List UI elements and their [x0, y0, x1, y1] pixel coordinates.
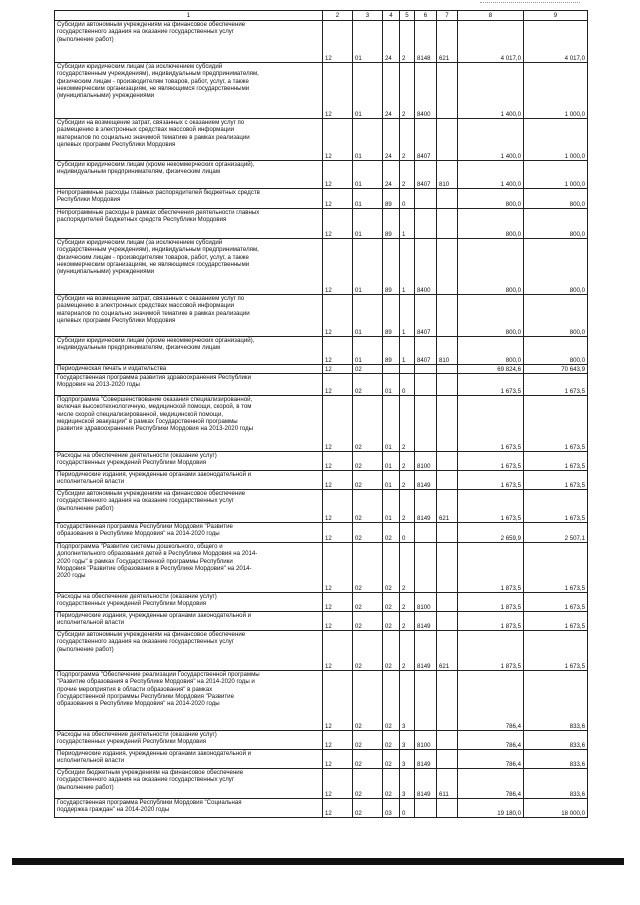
row-expense-type-code [437, 593, 458, 612]
row-program-code: 02 [383, 543, 400, 593]
row-description: Государственная программа Республики Мордовия "Развитие образования в Республике Мордовия" на 2014-2020 годы [55, 523, 323, 543]
row-direction-code: 8407 [415, 295, 437, 337]
row-amount-year-1: 1 400,0 [458, 63, 524, 119]
row-description: Периодические издания, учрежденные органами законодательной и исполнительной власти [55, 750, 323, 769]
row-subprogram-code: 0 [400, 523, 415, 543]
row-direction-code: 8149 [415, 750, 437, 769]
row-section-code: 02 [353, 671, 383, 731]
row-expense-type-code [437, 731, 458, 750]
row-ministry-code: 12 [323, 365, 353, 374]
row-program-code: 01 [383, 396, 400, 452]
row-ministry-code: 12 [323, 21, 353, 63]
row-description: Периодические издания, учрежденные органами законодательной и исполнительной власти [55, 471, 323, 490]
row-subprogram-code: 0 [400, 799, 415, 818]
row-program-code: 01 [383, 471, 400, 490]
column-header-3: 3 [353, 11, 383, 21]
row-subprogram-code: 3 [400, 769, 415, 799]
row-subprogram-code: 0 [400, 374, 415, 396]
row-ministry-code: 12 [323, 769, 353, 799]
row-expense-type-code: 810 [437, 161, 458, 189]
row-expense-type-code [437, 523, 458, 543]
row-amount-year-1: 1 400,0 [458, 161, 524, 189]
row-amount-year-2: 1 673,5 [524, 612, 588, 631]
row-program-code: 02 [383, 750, 400, 769]
column-header-1: 1 [55, 11, 323, 21]
row-description: Периодическая печать и издательства [55, 365, 323, 374]
row-expense-type-code: 621 [437, 21, 458, 63]
row-amount-year-2: 1 673,5 [524, 490, 588, 523]
row-program-code: 89 [383, 295, 400, 337]
row-expense-type-code [437, 119, 458, 161]
row-subprogram-code [400, 365, 415, 374]
row-description: Расходы на обеспечение деятельности (оказание услуг) государственных учреждений Республики Мордовия [55, 731, 323, 750]
row-expense-type-code [437, 671, 458, 731]
row-program-code: 02 [383, 731, 400, 750]
table-row [55, 671, 588, 731]
row-ministry-code: 12 [323, 593, 353, 612]
row-direction-code [415, 799, 437, 818]
row-ministry-code: 12 [323, 374, 353, 396]
row-section-code: 01 [353, 119, 383, 161]
row-direction-code: 8100 [415, 452, 437, 471]
row-ministry-code: 12 [323, 471, 353, 490]
row-section-code: 02 [353, 631, 383, 671]
row-amount-year-1: 1 673,5 [458, 452, 524, 471]
row-program-code: 01 [383, 452, 400, 471]
table-row [55, 374, 588, 396]
row-amount-year-2: 833,6 [524, 750, 588, 769]
row-section-code: 02 [353, 452, 383, 471]
row-expense-type-code: 611 [437, 769, 458, 799]
row-subprogram-code: 2 [400, 119, 415, 161]
row-description: Субсидии юридическим лицам (кроме некоммерческих организаций), индивидуальным предпринимателям, физическим лицам [55, 337, 323, 365]
row-direction-code: 8100 [415, 593, 437, 612]
row-direction-code: 8407 [415, 337, 437, 365]
column-header-4: 4 [383, 11, 400, 21]
table-row [55, 523, 588, 543]
row-ministry-code: 12 [323, 731, 353, 750]
row-ministry-code: 12 [323, 63, 353, 119]
row-section-code: 01 [353, 209, 383, 239]
row-ministry-code: 12 [323, 295, 353, 337]
row-subprogram-code: 3 [400, 750, 415, 769]
row-subprogram-code: 2 [400, 452, 415, 471]
row-description: Субсидии юридическим лицам (кроме некоммерческих организаций), индивидуальным предпринимателям, физическим лицам [55, 161, 323, 189]
table-row [55, 189, 588, 209]
row-ministry-code: 12 [323, 119, 353, 161]
row-section-code: 01 [353, 337, 383, 365]
row-expense-type-code [437, 750, 458, 769]
budget-table [54, 10, 588, 818]
row-direction-code: 8149 [415, 490, 437, 523]
row-amount-year-1: 800,0 [458, 189, 524, 209]
row-subprogram-code: 1 [400, 209, 415, 239]
row-amount-year-1: 786,4 [458, 731, 524, 750]
row-amount-year-1: 4 017,0 [458, 21, 524, 63]
table-row [55, 490, 588, 523]
row-section-code: 01 [353, 189, 383, 209]
row-ministry-code: 12 [323, 612, 353, 631]
row-ministry-code: 12 [323, 209, 353, 239]
row-expense-type-code [437, 471, 458, 490]
row-amount-year-2: 833,6 [524, 731, 588, 750]
column-header-6: 6 [415, 11, 437, 21]
row-ministry-code: 12 [323, 671, 353, 731]
row-direction-code: 8149 [415, 631, 437, 671]
row-direction-code: 8400 [415, 63, 437, 119]
row-section-code: 02 [353, 396, 383, 452]
row-subprogram-code: 2 [400, 490, 415, 523]
row-direction-code: 8149 [415, 471, 437, 490]
table-row [55, 119, 588, 161]
row-subprogram-code: 2 [400, 63, 415, 119]
row-amount-year-1: 1 673,5 [458, 374, 524, 396]
row-program-code: 02 [383, 612, 400, 631]
table-row [55, 365, 588, 374]
row-section-code: 02 [353, 750, 383, 769]
row-section-code: 02 [353, 769, 383, 799]
row-description: Подпрограмма "Совершенствование оказания специализированной, включая высокотехнологичную, медицинской помощи, скорой, в том числе скорой специализированной, медицинской помощи, медицинской эвакуации" в рамках Государственной программы развития здравоохранения Республики Мордовия на 2013-2020 годы [55, 396, 323, 452]
row-description: Субсидии автономным учреждениям на финансовое обеспечение государственного задания на оказание государственных услуг (выполнение работ) [55, 21, 323, 63]
row-subprogram-code: 2 [400, 21, 415, 63]
row-direction-code: 8149 [415, 769, 437, 799]
row-amount-year-1: 800,0 [458, 337, 524, 365]
top-margin-marks [480, 2, 580, 4]
row-expense-type-code [437, 543, 458, 593]
row-subprogram-code: 2 [400, 612, 415, 631]
row-ministry-code: 12 [323, 337, 353, 365]
page-bottom-rule [12, 858, 624, 865]
row-expense-type-code: 621 [437, 490, 458, 523]
row-amount-year-1: 786,4 [458, 671, 524, 731]
row-description: Субсидии автономным учреждениям на финансовое обеспечение государственного задания на оказание государственных услуг (выполнение работ) [55, 631, 323, 671]
row-amount-year-1: 800,0 [458, 295, 524, 337]
row-section-code: 02 [353, 365, 383, 374]
row-amount-year-2: 800,0 [524, 239, 588, 295]
row-ministry-code: 12 [323, 161, 353, 189]
row-section-code: 01 [353, 63, 383, 119]
row-amount-year-2: 4 017,0 [524, 21, 588, 63]
row-direction-code: 8407 [415, 161, 437, 189]
row-amount-year-2: 1 673,5 [524, 396, 588, 452]
row-amount-year-2: 833,6 [524, 769, 588, 799]
row-direction-code [415, 396, 437, 452]
row-program-code: 24 [383, 21, 400, 63]
row-amount-year-2: 1 673,5 [524, 471, 588, 490]
row-expense-type-code [437, 239, 458, 295]
column-header-9: 9 [524, 11, 588, 21]
row-amount-year-1: 1 873,5 [458, 612, 524, 631]
table-row [55, 209, 588, 239]
row-amount-year-2: 1 673,5 [524, 593, 588, 612]
table-row [55, 21, 588, 63]
row-amount-year-2: 2 507,1 [524, 523, 588, 543]
row-section-code: 02 [353, 799, 383, 818]
row-subprogram-code: 1 [400, 239, 415, 295]
row-expense-type-code: 810 [437, 337, 458, 365]
row-program-code: 24 [383, 119, 400, 161]
row-expense-type-code [437, 209, 458, 239]
row-program-code: 24 [383, 161, 400, 189]
row-program-code: 89 [383, 209, 400, 239]
row-direction-code [415, 543, 437, 593]
row-subprogram-code: 2 [400, 631, 415, 671]
row-direction-code [415, 374, 437, 396]
row-description: Периодические издания, учрежденные органами законодательной и исполнительной власти [55, 612, 323, 631]
row-program-code: 02 [383, 671, 400, 731]
row-subprogram-code: 1 [400, 337, 415, 365]
row-program-code: 02 [383, 523, 400, 543]
table-row [55, 593, 588, 612]
row-direction-code: 8407 [415, 119, 437, 161]
table-row [55, 452, 588, 471]
column-header-5: 5 [400, 11, 415, 21]
row-amount-year-2: 1 000,0 [524, 63, 588, 119]
row-ministry-code: 12 [323, 750, 353, 769]
row-section-code: 02 [353, 374, 383, 396]
row-amount-year-1: 2 659,9 [458, 523, 524, 543]
row-expense-type-code [437, 396, 458, 452]
row-section-code: 01 [353, 295, 383, 337]
row-subprogram-code: 2 [400, 593, 415, 612]
row-ministry-code: 12 [323, 799, 353, 818]
row-amount-year-2: 800,0 [524, 209, 588, 239]
table-row [55, 750, 588, 769]
row-amount-year-2: 833,6 [524, 671, 588, 731]
table-row [55, 239, 588, 295]
row-expense-type-code [437, 189, 458, 209]
row-direction-code [415, 365, 437, 374]
row-program-code: 24 [383, 63, 400, 119]
row-amount-year-1: 786,4 [458, 750, 524, 769]
table-row [55, 631, 588, 671]
row-ministry-code: 12 [323, 239, 353, 295]
row-program-code: 89 [383, 189, 400, 209]
row-section-code: 02 [353, 490, 383, 523]
row-amount-year-1: 69 824,6 [458, 365, 524, 374]
column-header-8: 8 [458, 11, 524, 21]
row-amount-year-2: 1 000,0 [524, 119, 588, 161]
row-section-code: 01 [353, 161, 383, 189]
row-expense-type-code: 621 [437, 631, 458, 671]
row-expense-type-code [437, 799, 458, 818]
row-ministry-code: 12 [323, 490, 353, 523]
row-expense-type-code [437, 63, 458, 119]
column-header-7: 7 [437, 11, 458, 21]
table-row [55, 543, 588, 593]
row-expense-type-code [437, 452, 458, 471]
row-amount-year-2: 1 673,5 [524, 374, 588, 396]
row-section-code: 02 [353, 612, 383, 631]
row-description: Непрограммные расходы в рамках обеспечения деятельности главных распорядителей бюджетных средств Республики Мордовия [55, 209, 323, 239]
row-amount-year-1: 1 873,5 [458, 593, 524, 612]
row-amount-year-2: 70 643,9 [524, 365, 588, 374]
row-description: Расходы на обеспечение деятельности (оказание услуг) государственных учреждений Республики Мордовия [55, 593, 323, 612]
row-section-code: 01 [353, 21, 383, 63]
row-amount-year-2: 800,0 [524, 295, 588, 337]
row-amount-year-2: 1 673,5 [524, 543, 588, 593]
row-description: Расходы на обеспечение деятельности (оказание услуг) государственных учреждений Республики Мордовия [55, 452, 323, 471]
row-description: Субсидии автономным учреждениям на финансовое обеспечение государственного задания на оказание государственных услуг (выполнение работ) [55, 490, 323, 523]
row-amount-year-1: 786,4 [458, 769, 524, 799]
row-ministry-code: 12 [323, 189, 353, 209]
row-ministry-code: 12 [323, 543, 353, 593]
row-section-code: 02 [353, 593, 383, 612]
row-amount-year-2: 1 000,0 [524, 161, 588, 189]
row-description: Государственная программа развития здравоохранения Республики Мордовия на 2013-2020 годы [55, 374, 323, 396]
row-description: Государственная программа Республики Мордовия "Социальная поддержка граждан" на 2014-2020 годы [55, 799, 323, 818]
row-amount-year-1: 800,0 [458, 239, 524, 295]
row-description: Непрограммные расходы главных распорядителей бюджетных средств Республики Мордовия [55, 189, 323, 209]
row-subprogram-code: 0 [400, 189, 415, 209]
row-subprogram-code: 2 [400, 396, 415, 452]
table-row [55, 471, 588, 490]
row-program-code: 02 [383, 631, 400, 671]
table-row [55, 396, 588, 452]
table-row [55, 799, 588, 818]
row-amount-year-1: 1 673,5 [458, 396, 524, 452]
row-subprogram-code: 2 [400, 471, 415, 490]
row-subprogram-code: 3 [400, 671, 415, 731]
table-body [55, 21, 588, 818]
row-subprogram-code: 2 [400, 161, 415, 189]
row-section-code: 02 [353, 523, 383, 543]
row-subprogram-code: 2 [400, 543, 415, 593]
column-number-row [55, 11, 588, 21]
row-subprogram-code: 1 [400, 295, 415, 337]
row-description: Субсидии юридическим лицам (за исключением субсидий государственным учреждениям), индивидуальным предпринимателям, физическим лицам - производителям товаров, работ, услуг, а также некоммерческим организациям, не являющимся государственными (муниципальными) учреждениями [55, 63, 323, 119]
row-description: Субсидии бюджетным учреждениям на финансовое обеспечение государственного задания на оказание государственных услуг (выполнение работ) [55, 769, 323, 799]
row-amount-year-2: 800,0 [524, 337, 588, 365]
table-row [55, 161, 588, 189]
table-row [55, 337, 588, 365]
row-description: Подпрограмма "Обеспечение реализации Государственной программы "Развитие образования в Республике Мордовия" на 2014-2020 годы и прочие мероприятия в области образования" в рамках Государственной программы Республики Мордовия "Развитие образования в Республике Мордовия" на 2014-2020 годы [55, 671, 323, 731]
row-expense-type-code [437, 295, 458, 337]
table-row [55, 769, 588, 799]
row-ministry-code: 12 [323, 523, 353, 543]
table-row [55, 295, 588, 337]
budget-table-container [54, 10, 587, 818]
row-subprogram-code: 3 [400, 731, 415, 750]
row-section-code: 01 [353, 239, 383, 295]
row-program-code: 01 [383, 490, 400, 523]
row-amount-year-1: 19 180,0 [458, 799, 524, 818]
row-direction-code: 8149 [415, 612, 437, 631]
row-section-code: 02 [353, 731, 383, 750]
row-direction-code: 8100 [415, 731, 437, 750]
row-program-code: 02 [383, 769, 400, 799]
row-amount-year-1: 1 873,5 [458, 543, 524, 593]
row-program-code: 02 [383, 593, 400, 612]
row-ministry-code: 12 [323, 452, 353, 471]
row-direction-code [415, 523, 437, 543]
row-program-code: 89 [383, 239, 400, 295]
row-ministry-code: 12 [323, 396, 353, 452]
row-direction-code: 8400 [415, 239, 437, 295]
row-amount-year-1: 1 673,5 [458, 471, 524, 490]
row-description: Субсидии на возмещение затрат, связанных с оказанием услуг по размещению в электронных средствах массовой информации материалов по социально значимой тематике в рамках реализации целевых программ Республики Мордовия [55, 119, 323, 161]
row-ministry-code: 12 [323, 631, 353, 671]
row-amount-year-2: 800,0 [524, 189, 588, 209]
row-amount-year-1: 1 400,0 [458, 119, 524, 161]
row-description: Субсидии на возмещение затрат, связанных с оказанием услуг по размещению в электронных средствах массовой информации материалов по социально значимой тематике в рамках реализации целевых программ Республики Мордовия [55, 295, 323, 337]
row-program-code: 03 [383, 799, 400, 818]
row-program-code [383, 365, 400, 374]
row-description: Подпрограмма "Развитие системы дошкольного, общего и дополнительного образования детей в Республике Мордовия на 2014- 2020 годы" в рамках Государственной программы Республики Мордовия "Развитие образования в Республике Мордовия" на 2014- 2020 годы [55, 543, 323, 593]
row-expense-type-code [437, 365, 458, 374]
row-amount-year-2: 18 000,0 [524, 799, 588, 818]
row-direction-code [415, 671, 437, 731]
column-header-2: 2 [323, 11, 353, 21]
row-amount-year-1: 800,0 [458, 209, 524, 239]
row-direction-code [415, 189, 437, 209]
row-section-code: 02 [353, 471, 383, 490]
row-amount-year-2: 1 673,5 [524, 452, 588, 471]
row-amount-year-1: 1 873,5 [458, 631, 524, 671]
table-row [55, 63, 588, 119]
table-row [55, 612, 588, 631]
row-expense-type-code [437, 374, 458, 396]
row-section-code: 02 [353, 543, 383, 593]
row-description: Субсидии юридическим лицам (за исключением субсидий государственным учреждениям), индивидуальным предпринимателям, физическим лицам - производителям товаров, работ, услуг, а также некоммерческим организациям, не являющимся государственными (муниципальными) учреждениями [55, 239, 323, 295]
row-program-code: 89 [383, 337, 400, 365]
table-row [55, 731, 588, 750]
row-expense-type-code [437, 612, 458, 631]
row-program-code: 01 [383, 374, 400, 396]
row-amount-year-1: 1 673,5 [458, 490, 524, 523]
row-direction-code [415, 209, 437, 239]
row-amount-year-2: 1 673,5 [524, 631, 588, 671]
row-direction-code: 8148 [415, 21, 437, 63]
